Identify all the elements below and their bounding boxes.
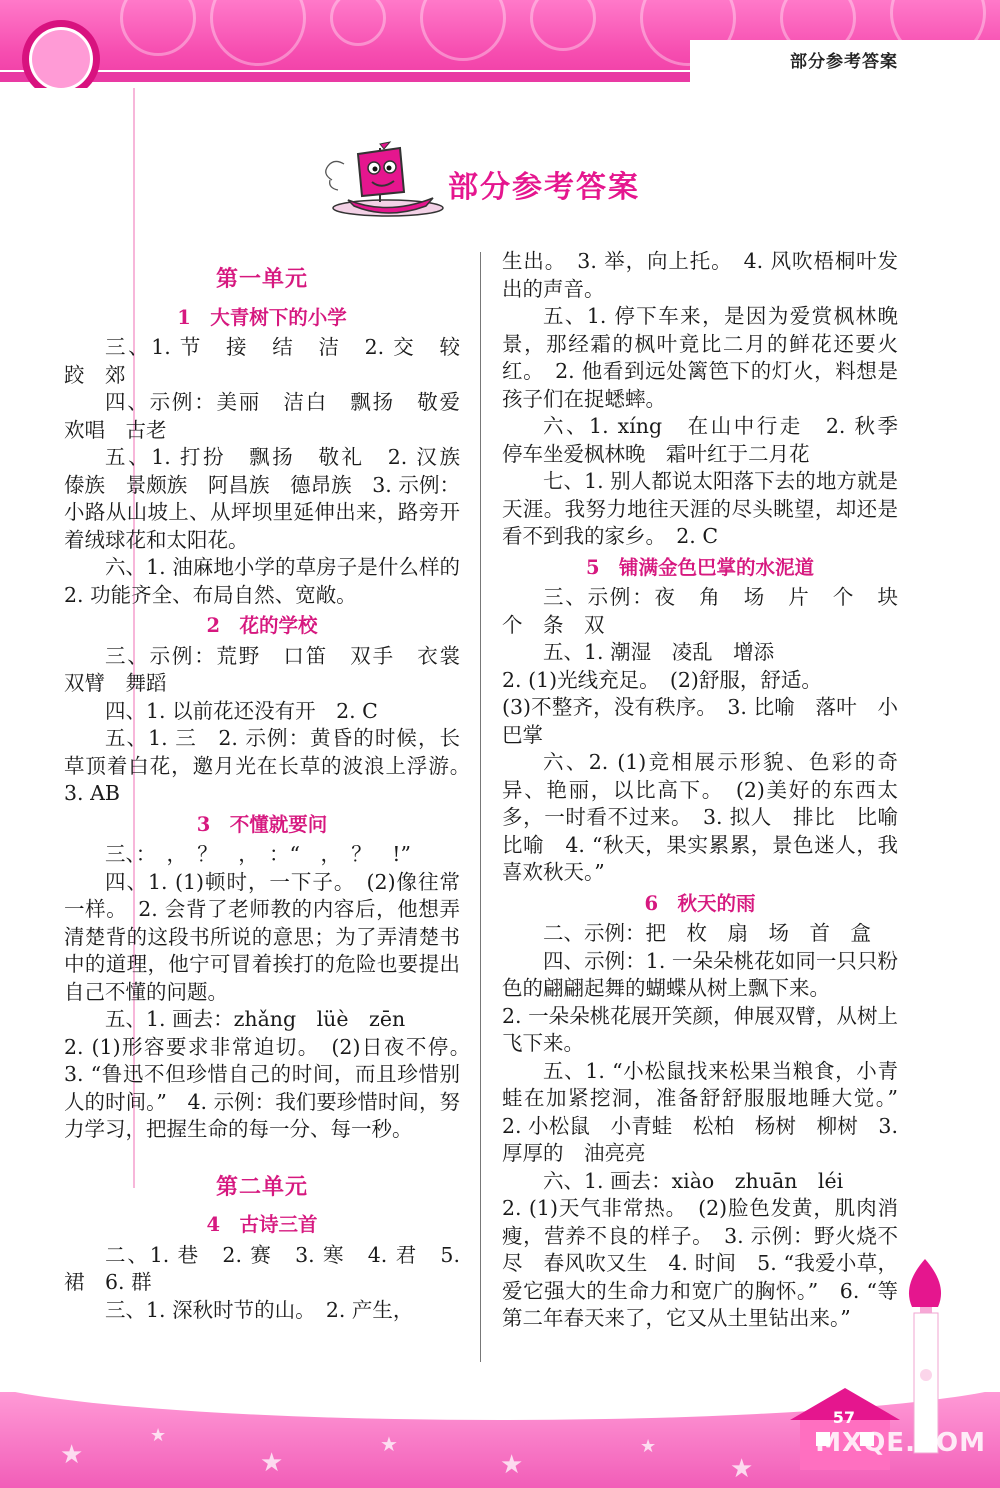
answer-paragraph: 2. (1)天气非常热。 (2)脸色发黄，肌肉消瘦，营养不良的样子。 3. 示例：野火烧不尽 春风吹又生 4. 时间 5. “我爱小草，爱它强大的生命力和宽广的胸怀。” 6. “等第二年春天来了，它又从土里钻出来。” <box>502 1196 898 1330</box>
answer-paragraph: 四、1. 以前花还没有开 2. C <box>105 698 378 723</box>
answer-paragraph: 三、： ， ？ ， ：“ ， ？ !” <box>105 842 411 866</box>
header-label: 部分参考答案 <box>790 52 898 72</box>
bubble-decoration <box>210 0 306 66</box>
answer-paragraph: 六、1. xíng 在山中行走 2. 秋季 停车坐爱枫林晚 霜叶红于二月花 <box>502 414 919 466</box>
bubble-decoration <box>530 0 596 51</box>
answer-paragraph: 2. (1)形容要求非常迫切。 (2)日夜不停。 3. “鲁迅不但珍惜自己的时间，而且珍惜别人的时间。” 4. 示例：我们要珍惜时间，努力学习，把握生命的每一分、每一秒。 <box>64 1034 481 1141</box>
header-strip-pink <box>0 72 690 82</box>
answer-paragraph: 三、示例：夜 角 场 片 个 块 个 条 双 <box>502 585 919 637</box>
lesson-heading: 3 不懂就要问 <box>196 812 328 836</box>
answer-paragraph: 六、1. 画去：xiào zhuān léi <box>543 1168 844 1193</box>
bubble-decoration <box>120 0 196 56</box>
boat-mascot-icon <box>318 140 448 220</box>
title-block <box>318 140 648 220</box>
answer-paragraph: 五、1. 画去：zhǎng lüè zēn <box>105 1007 406 1031</box>
answer-paragraph: 二、示例：把 枚 扇 场 首 盒 <box>543 921 871 945</box>
answer-paragraph: 三、示例：荒野 口笛 双手 衣裳 双臂 舞蹈 <box>64 643 481 695</box>
answer-paragraph: 四、示例：1. 一朵朵桃花如同一只只粉色的翩翩起舞的蝴蝶从树上飘下来。 <box>502 948 898 1000</box>
answer-paragraph: 六、2. (1)竞相展示形貌、色彩的奇异、艳丽，以比高下。 (2)美好的东西太多，一时看不过来。 3. 拟人 排比 比喻 比喻 4. “秋天，果实累累，景色迷人，我喜欢秋天。” <box>502 750 919 884</box>
lesson-heading: 5 铺满金色巴掌的水泥道 <box>585 555 815 579</box>
answer-paragraph: 四、示例：美丽 洁白 飘扬 敬爱 欢唱 古老 <box>64 390 481 442</box>
answer-paragraph: 七、1. 别人都说太阳落下去的地方就是天涯。我努力地往天涯的尽头眺望，却还是看不到我的家乡。 2. C <box>502 469 898 548</box>
lesson-heading: 4 古诗三首 <box>206 1213 318 1236</box>
star-icon: ★ <box>150 1425 167 1446</box>
answer-paragraph: 三、1. 深秋时节的山。 2. 产生， <box>105 1297 414 1322</box>
answer-paragraph: 二、1. 巷 2. 赛 3. 寒 4. 君 5. 裙 6. 群 <box>64 1242 460 1294</box>
left-column <box>64 248 481 1324</box>
answer-paragraph: 2. (1)光线充足。 (2)舒服，舒适。 <box>502 667 822 692</box>
bubble-decoration <box>330 0 386 46</box>
answer-paragraph: 三、1. 节 接 结 洁 2. 交 较 跤 郊 <box>64 335 481 387</box>
right-column <box>502 248 919 1333</box>
lesson-heading: 6 秋天的雨 <box>644 891 756 915</box>
site-watermark: MXQE.COM <box>815 1428 986 1458</box>
lesson-heading: 1 大青树下的小学 <box>177 305 347 329</box>
answer-paragraph: 生出。 3. 举，向上托。 4. 风吹梧桐叶发出的声音。 <box>502 249 898 301</box>
header-band <box>0 0 1000 88</box>
page-title: 部分参考答案 <box>448 170 640 205</box>
answer-paragraph: 五、1. “小松鼠找来松果当粮食，小青蛙在加紧挖洞，准备舒舒服服地睡大觉。” 2. 小松鼠 小青蛙 松柏 杨树 柳树 3. 厚厚的 油亮亮 <box>502 1058 919 1165</box>
star-icon: ★ <box>60 1440 84 1470</box>
answer-paragraph: 六、1. 油麻地小学的草房子是什么样的 2. 功能齐全、布局自然、宽敞。 <box>64 555 481 607</box>
star-icon: ★ <box>500 1450 524 1480</box>
column-divider <box>480 252 481 1362</box>
answer-paragraph: (3)不整齐，没有秩序。 3. 比喻 落叶 小巴掌 <box>502 695 898 747</box>
page-number: 57 <box>832 1408 855 1427</box>
lesson-heading: 2 花的学校 <box>206 614 318 637</box>
star-icon: ★ <box>260 1448 284 1478</box>
bubble-decoration <box>420 0 506 61</box>
star-icon: ★ <box>730 1454 754 1484</box>
answer-paragraph: 五、1. 停下车来，是因为爱赏枫林晚景，那经霜的枫叶竟比二月的鲜花还要火红。 2. 他看到远处篱笆下的灯火，料想是孩子们在捉蟋蟀。 <box>502 304 898 411</box>
answer-paragraph: 五、1. 三 2. 示例：黄昏的时候，长草顶着白花，邀月光在长草的波浪上浮游。 3. AB <box>64 726 481 805</box>
unit-heading: 第二单元 <box>215 1174 308 1200</box>
ring-decoration <box>22 20 100 88</box>
answer-paragraph: 五、1. 打扮 飘扬 敬礼 2. 汉族 傣族 景颇族 阿昌族 德昂族 3. 示例：小路从山坡上、从坪坝里延伸出来，路旁开着绒球花和太阳花。 <box>64 445 481 552</box>
star-icon: ★ <box>380 1432 398 1456</box>
star-icon: ★ <box>640 1436 657 1457</box>
unit-heading: 第一单元 <box>215 267 308 292</box>
answer-paragraph: 2. 一朵朵桃花展开笑颜，伸展双臂，从树上飞下来。 <box>502 1003 898 1055</box>
answer-paragraph: 四、1. (1)顿时，一下子。 (2)像往常一样。 2. 会背了老师教的内容后，他想弄清楚背的这段书所说的意思；为了弄清楚书中的道理，他宁可冒着挨打的危险也要提出自己不懂的问题。 <box>64 869 460 1004</box>
answer-paragraph: 五、1. 潮湿 凌乱 增添 <box>543 640 775 664</box>
